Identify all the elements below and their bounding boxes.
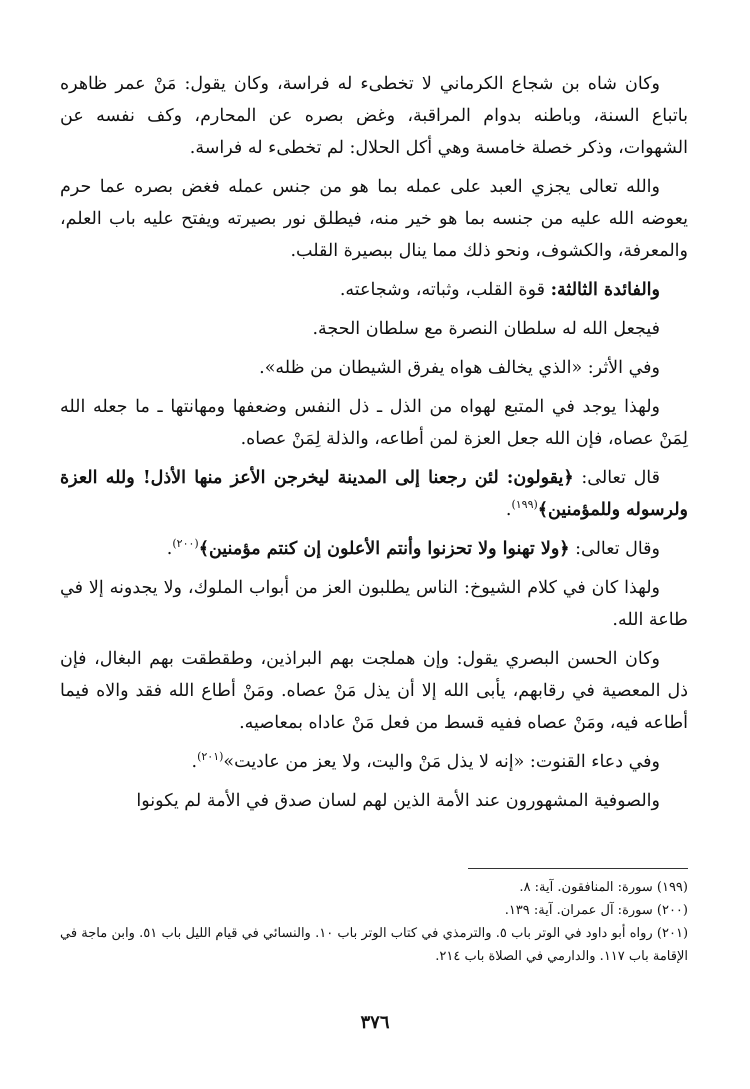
text-segment: قوة القلب، وثباته، وشجاعته. bbox=[339, 280, 551, 300]
footnote-divider bbox=[468, 868, 688, 869]
text-segment: قال تعالى: bbox=[573, 468, 660, 488]
text-segment: ولهذا يوجد في المتبع لهواه من الذل ـ ذل النفس وضعفها ومهانتها ـ ما جعله الله لِمَنْ عصاه، فإن الله جعل العزة لمن أطاعه، والذلة لِمَنْ عصاه. bbox=[60, 397, 688, 449]
footnote-201: (٢٠١) رواه أبو داود في الوتر باب ٥. والترمذي في كتاب الوتر باب ١٠. والنسائي في قيام الليل باب ٥١. وابن ماجة في الإقامة باب ١١٧. والدارمي في الصلاة باب ٢١٤. bbox=[60, 926, 689, 964]
text-segment: وكان الحسن البصري يقول: وإن هملجت بهم البراذين، وطقطقت بهم البغال، فإن ذل المعصية في رقابهم، يأبى الله إلا أن يذل مَنْ عصاه. ومَنْ أطاع الله فقد والاه فيما أطاعه فيه، ومَنْ عصاه ففيه قسط من فعل مَنْ عاداه بمعاصيه. bbox=[60, 649, 688, 733]
text-segment: والصوفية المشهورون عند الأمة الذين لهم لسان صدق في الأمة لم يكونوا bbox=[136, 791, 660, 811]
footnote-199: (١٩٩) سورة: المنافقون. آية: ٨. bbox=[519, 880, 688, 895]
footnote-reference: (١٩٩) bbox=[511, 498, 538, 512]
paragraph bbox=[60, 533, 688, 565]
main-text bbox=[60, 68, 688, 824]
emphasized-text: والفائدة الثالثة: bbox=[550, 280, 660, 300]
text-segment: وفي الأثر: «الذي يخالف هواه يفرق الشيطان من ظله». bbox=[259, 358, 660, 378]
paragraph bbox=[60, 462, 688, 526]
paragraph bbox=[60, 68, 688, 164]
paragraph bbox=[60, 391, 688, 455]
footnote-200: (٢٠٠) سورة: آل عمران. آية: ١٣٩. bbox=[504, 903, 688, 918]
text-segment: فيجعل الله له سلطان النصرة مع سلطان الحجة. bbox=[312, 319, 660, 339]
text-segment: . bbox=[505, 500, 512, 520]
text-segment: . bbox=[166, 539, 173, 559]
footnote-reference: (٢٠٠) bbox=[172, 537, 199, 551]
footnotes bbox=[60, 876, 688, 968]
paragraph bbox=[60, 572, 688, 636]
text-segment: وقال تعالى: bbox=[569, 539, 660, 559]
text-segment: وفي دعاء القنوت: «إنه لا يذل مَنْ واليت، ولا يعز من عاديت» bbox=[223, 752, 660, 772]
paragraph bbox=[60, 352, 688, 384]
paragraph bbox=[60, 274, 688, 306]
paragraph bbox=[60, 785, 688, 817]
text-segment: ولهذا كان في كلام الشيوخ: الناس يطلبون العز من أبواب الملوك، ولا يجدونه إلا في طاعة الله. bbox=[60, 578, 688, 630]
page-number: ٣٧٦ bbox=[360, 1012, 390, 1033]
text-segment: والله تعالى يجزي العبد على عمله بما هو من جنس عمله فغض بصره عما حرم يعوضه الله عليه من جنسه بما هو خير منه، فيطلق نور بصيرته ويفتح عليه باب العلم، والمعرفة، والكشوف، ونحو ذلك مما ينال ببصيرة القلب. bbox=[60, 177, 688, 261]
text-segment: . bbox=[191, 752, 198, 772]
paragraph bbox=[60, 746, 688, 778]
emphasized-text: ﴿يقولون: لئن رجعنا إلى المدينة ليخرجن الأعز منها الأذل! ولله العزة ولرسوله وللمؤمنين﴾ bbox=[60, 468, 688, 520]
emphasized-text: ﴿ولا تهنوا ولا تحزنوا وأنتم الأعلون إن كنتم مؤمنين﴾ bbox=[198, 539, 570, 559]
paragraph bbox=[60, 643, 688, 739]
paragraph bbox=[60, 313, 688, 345]
paragraph bbox=[60, 171, 688, 267]
footnote-reference: (٢٠١) bbox=[197, 750, 224, 764]
text-segment: وكان شاه بن شجاع الكرماني لا تخطىء له فراسة، وكان يقول: مَنْ عمر ظاهره باتباع السنة، وباطنه بدوام المراقبة، وغض بصره عن المحارم، وكف نفسه عن الشهوات، وذكر خصلة خامسة وهي أكل الحلال: لم تخطىء له فراسة. bbox=[60, 74, 688, 158]
